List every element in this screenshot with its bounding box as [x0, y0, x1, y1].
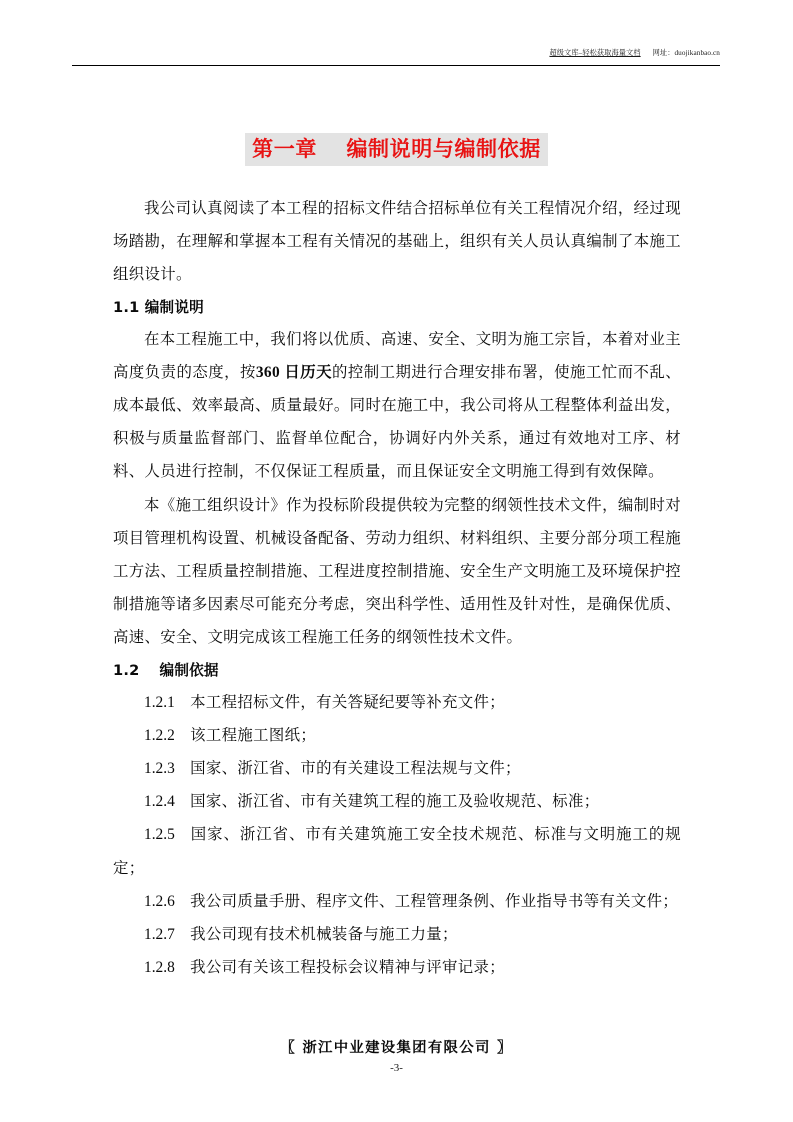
list-item: [113, 818, 681, 884]
list-item-text: 我公司现有技术机械装备与施工力量；: [190, 926, 458, 944]
list-item: [113, 752, 681, 785]
list-item-text: 国家、浙江省、市有关建筑工程的施工及验收规范、标准；: [190, 793, 600, 811]
document-body: [113, 192, 681, 984]
list-item-text: 国家、浙江省、市有关建筑施工安全技术规范、标准与文明施工的规定；: [113, 826, 681, 877]
page-footer: [0, 1038, 793, 1076]
header-site-label: 超级文库–轻松获取海量文档: [549, 49, 641, 57]
intro-paragraph: 我公司认真阅读了本工程的招标文件结合招标单位有关工程情况介绍，经过现场踏勘，在理解和掌握本工程有关情况的基础上，组织有关人员认真编制了本施工组织设计。: [113, 200, 681, 284]
paragraph-1-1-2: 本《施工组织设计》作为投标阶段提供较为完整的纲领性技术文件，编制时对项目管理机构设置、机械设备配备、劳动力组织、材料组织、主要分部分项工程施工方法、工程质量控制措施、工程进度控制措施、安全生产文明施工及环境保护控制措施等诸多因素尽可能充分考虑，突出科学性、适用性及针对性，是确保优质、高速、安全、文明完成该工程施工任务的纲领性技术文件。: [113, 496, 681, 647]
list-item-text: 本工程招标文件，有关答疑纪要等补充文件；: [190, 693, 505, 711]
list-item-text: 国家、浙江省、市的有关建设工程法规与文件；: [190, 760, 521, 778]
list-item: [113, 785, 681, 818]
list-item-text: 该工程施工图纸；: [190, 726, 317, 744]
list-item-number: 1.2.4: [144, 793, 175, 811]
list-item-number: 1.2.8: [144, 959, 175, 977]
list-item-number: 1.2.2: [144, 726, 175, 744]
footer-company-name: 〖 浙江中业建设集团有限公司 〗: [280, 1040, 513, 1056]
list-item: [113, 686, 681, 719]
paragraph-1-1-1-part-1: 在本工程施工中，我们将以优质、高速、安全、文明为施工宗旨，本着对业主高度负责的态度，按: [113, 330, 681, 381]
list-item-number: 1.2.3: [144, 760, 175, 778]
footer-page-number: -3-: [390, 1062, 403, 1074]
list-item: [113, 951, 681, 984]
duration-highlight: 360 日历天: [255, 363, 332, 381]
heading-1-2: 1.2 编制依据: [113, 661, 219, 679]
list-item-number: 1.2.6: [144, 892, 175, 910]
list-item: [113, 918, 681, 951]
list-item-number: 1.2.7: [144, 926, 175, 944]
paragraph-1-1-1-part-2: 的控制工期进行合理安排布署，使施工忙而不乱、成本最低、效率最高、质量最好。同时在施工中，我公司将从工程整体利益出发，积极与质量监督部门、监督单位配合，协调好内外关系，通过有效地对工序、材料、人员进行控制，不仅保证工程质量，而且保证安全文明施工得到有效保障。: [113, 363, 682, 481]
list-item-text: 我公司有关该工程投标会议精神与评审记录；: [190, 959, 505, 977]
chapter-title: 第一章 编制说明与编制依据: [245, 133, 548, 166]
list-item: [113, 719, 681, 752]
list-item-number: 1.2.5: [144, 826, 175, 844]
page-header: [72, 48, 720, 66]
list-item: [113, 885, 681, 918]
list-item-number: 1.2.1: [144, 693, 175, 711]
header-divider-rule: [72, 65, 720, 66]
header-url-label: 网址：duojikanbao.cn: [652, 49, 720, 57]
paragraph-1-1-1: [113, 323, 681, 489]
chapter-title-container: [0, 133, 793, 166]
heading-1-1: 1.1 编制说明: [113, 298, 204, 316]
list-item-text: 我公司质量手册、程序文件、工程管理条例、作业指导书等有关文件；: [190, 892, 679, 910]
header-text-line: [72, 48, 720, 58]
